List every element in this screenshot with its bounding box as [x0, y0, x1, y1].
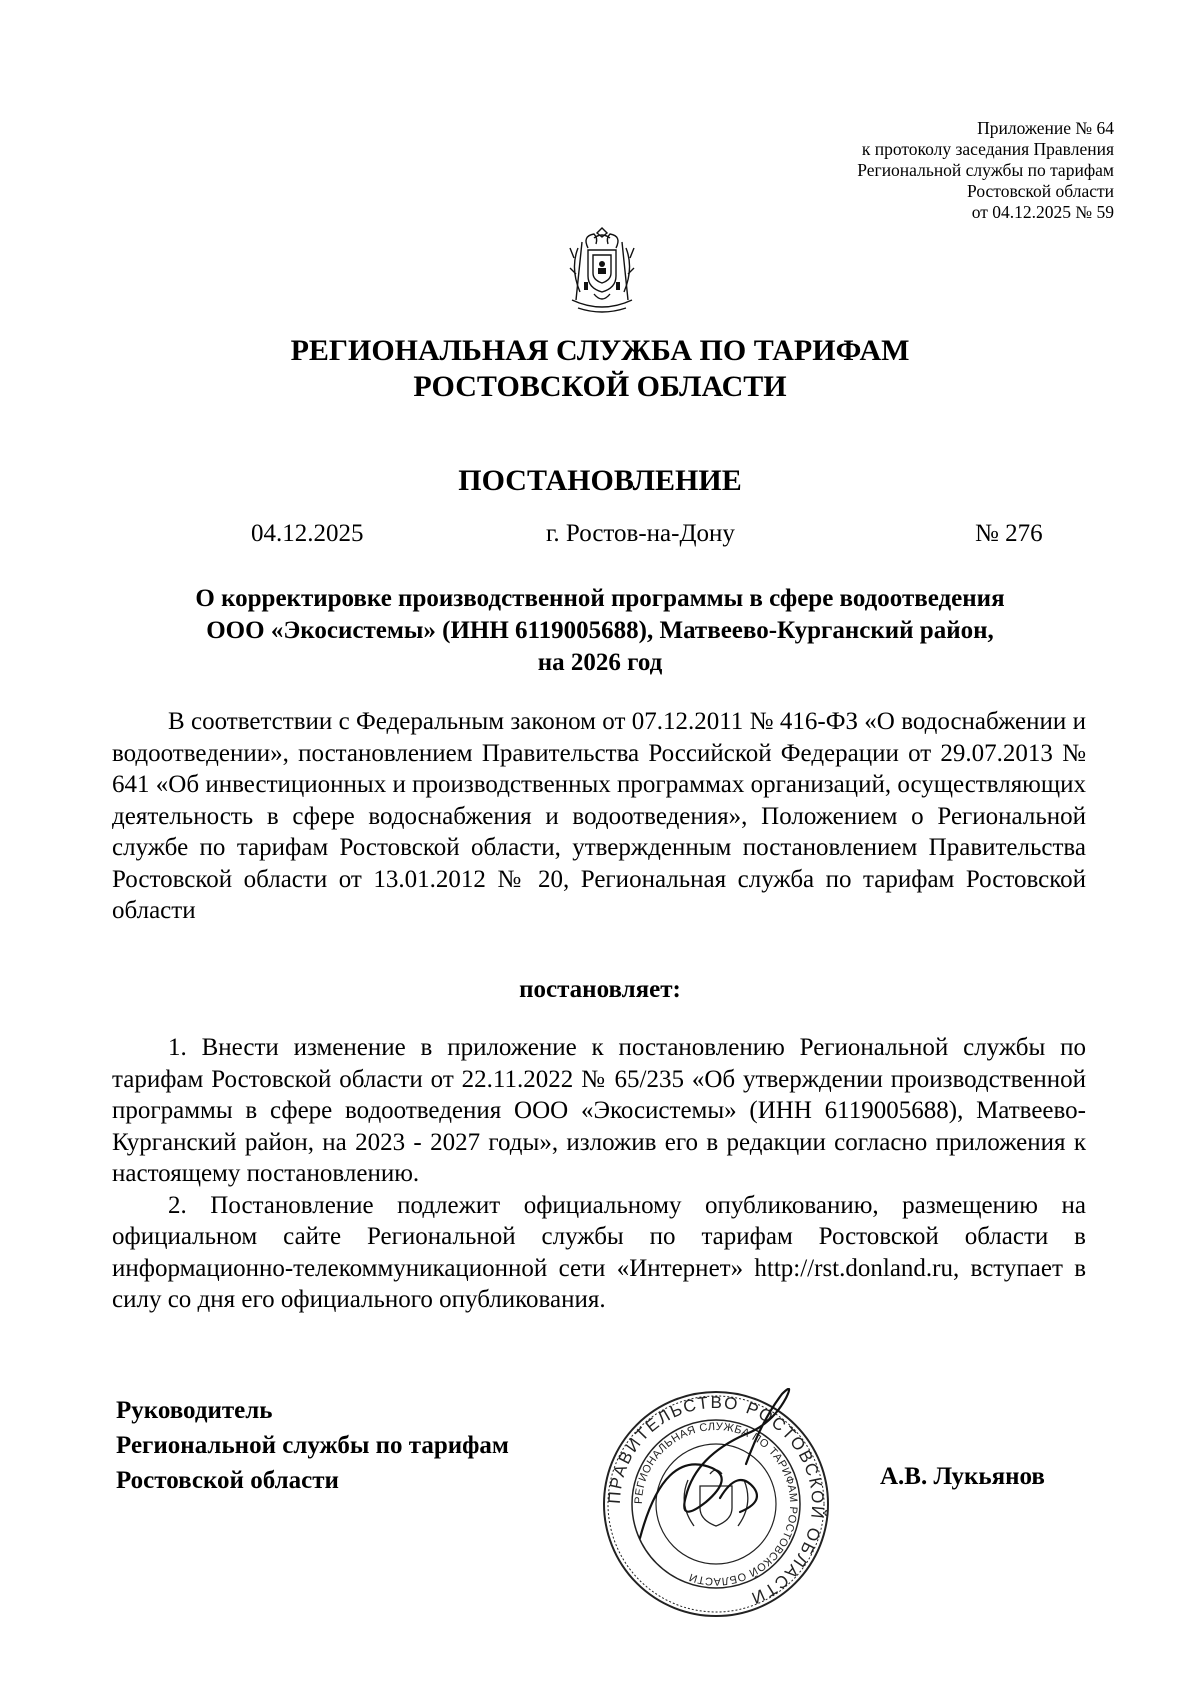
- official-seal-icon: [600, 1388, 832, 1620]
- subject-line: на 2026 год: [537, 649, 663, 676]
- appendix-line: Приложение № 64: [977, 118, 1114, 138]
- seal-inner-text: РЕГИОНАЛЬНАЯ СЛУЖБА ПО ТАРИФАМ РОСТОВСКОЙ ОБЛАСТИ: [632, 1420, 800, 1588]
- appendix-line: от 04.12.2025 № 59: [971, 202, 1114, 222]
- appendix-line: Региональной службы по тарифам: [857, 160, 1114, 180]
- resolution-items: [112, 1032, 1086, 1316]
- preamble: [112, 706, 1086, 927]
- signer-name: А.В. Лукьянов: [880, 1463, 1045, 1490]
- appendix-line: Ростовской области: [967, 181, 1114, 201]
- signer-title-line: Руководитель: [116, 1397, 273, 1424]
- document-number: № 276: [975, 520, 1043, 547]
- signer-title-line: Ростовской области: [116, 1467, 339, 1494]
- document-subject: [0, 583, 1200, 679]
- appendix-block: [857, 118, 1114, 223]
- decree-word: постановляет:: [519, 976, 681, 1003]
- svg-text:РЕГИОНАЛЬНАЯ СЛУЖБА ПО ТАРИФАМ: [633, 1421, 799, 1587]
- coat-of-arms-icon: [564, 222, 640, 320]
- subject-line: ООО «Экосистемы» (ИНН 6119005688), Матвеево-Курганский район,: [206, 617, 994, 644]
- resolution-item: 2. Постановление подлежит официальному опубликованию, размещению на официальном сайте Региональной службы по тарифам Ростовской области в информационно-телекоммуникационной сети «Интернет» http://rst.donland.ru, вступает в силу со дня его официального опубликования.: [112, 1191, 1086, 1313]
- preamble-paragraph: В соответствии с Федеральным законом от 07.12.2011 № 416-ФЗ «О водоснабжении и водоотведении», постановлением Правительства Российской Федерации от 29.07.2013 № 641 «Об инвестиционных и производственных программах организаций, осуществляющих деятельность в сфере водоснабжения и водоотведения», Положением о Региональной службе по тарифам Ростовской области, утвержденным постановлением Правительства Ростовской области от 13.01.2012 № 20, Региональная служба по тарифам Ростовской области: [112, 708, 1086, 924]
- subject-line: О корректировке производственной программы в сфере водоотведения: [195, 585, 1005, 612]
- signer-title: [116, 1393, 509, 1498]
- document-type: ПОСТАНОВЛЕНИЕ: [458, 464, 742, 497]
- seal-outer-text: ПРАВИТЕЛЬСТВО РОСТОВСКОЙ ОБЛАСТИ: [604, 1392, 828, 1609]
- document-city: г. Ростов-на-Дону: [546, 520, 735, 547]
- resolution-item: 1. Внести изменение в приложение к постановлению Региональной службы по тарифам Ростовской области от 22.11.2022 № 65/235 «Об утверждении производственной программы в сфере водоотведения ООО «Экосистемы» (ИНН 6119005688), Матвеево-Курганский район, на 2023 - 2027 годы», изложив его в редакции согласно приложения к настоящему постановлению.: [112, 1034, 1086, 1187]
- appendix-line: к протоколу заседания Правления: [861, 139, 1114, 159]
- document-date: 04.12.2025: [251, 520, 364, 547]
- org-name-line2: РОСТОВСКОЙ ОБЛАСТИ: [413, 370, 787, 403]
- signer-title-line: Региональной службы по тарифам: [116, 1432, 509, 1459]
- org-name-line1: РЕГИОНАЛЬНАЯ СЛУЖБА ПО ТАРИФАМ: [290, 334, 910, 367]
